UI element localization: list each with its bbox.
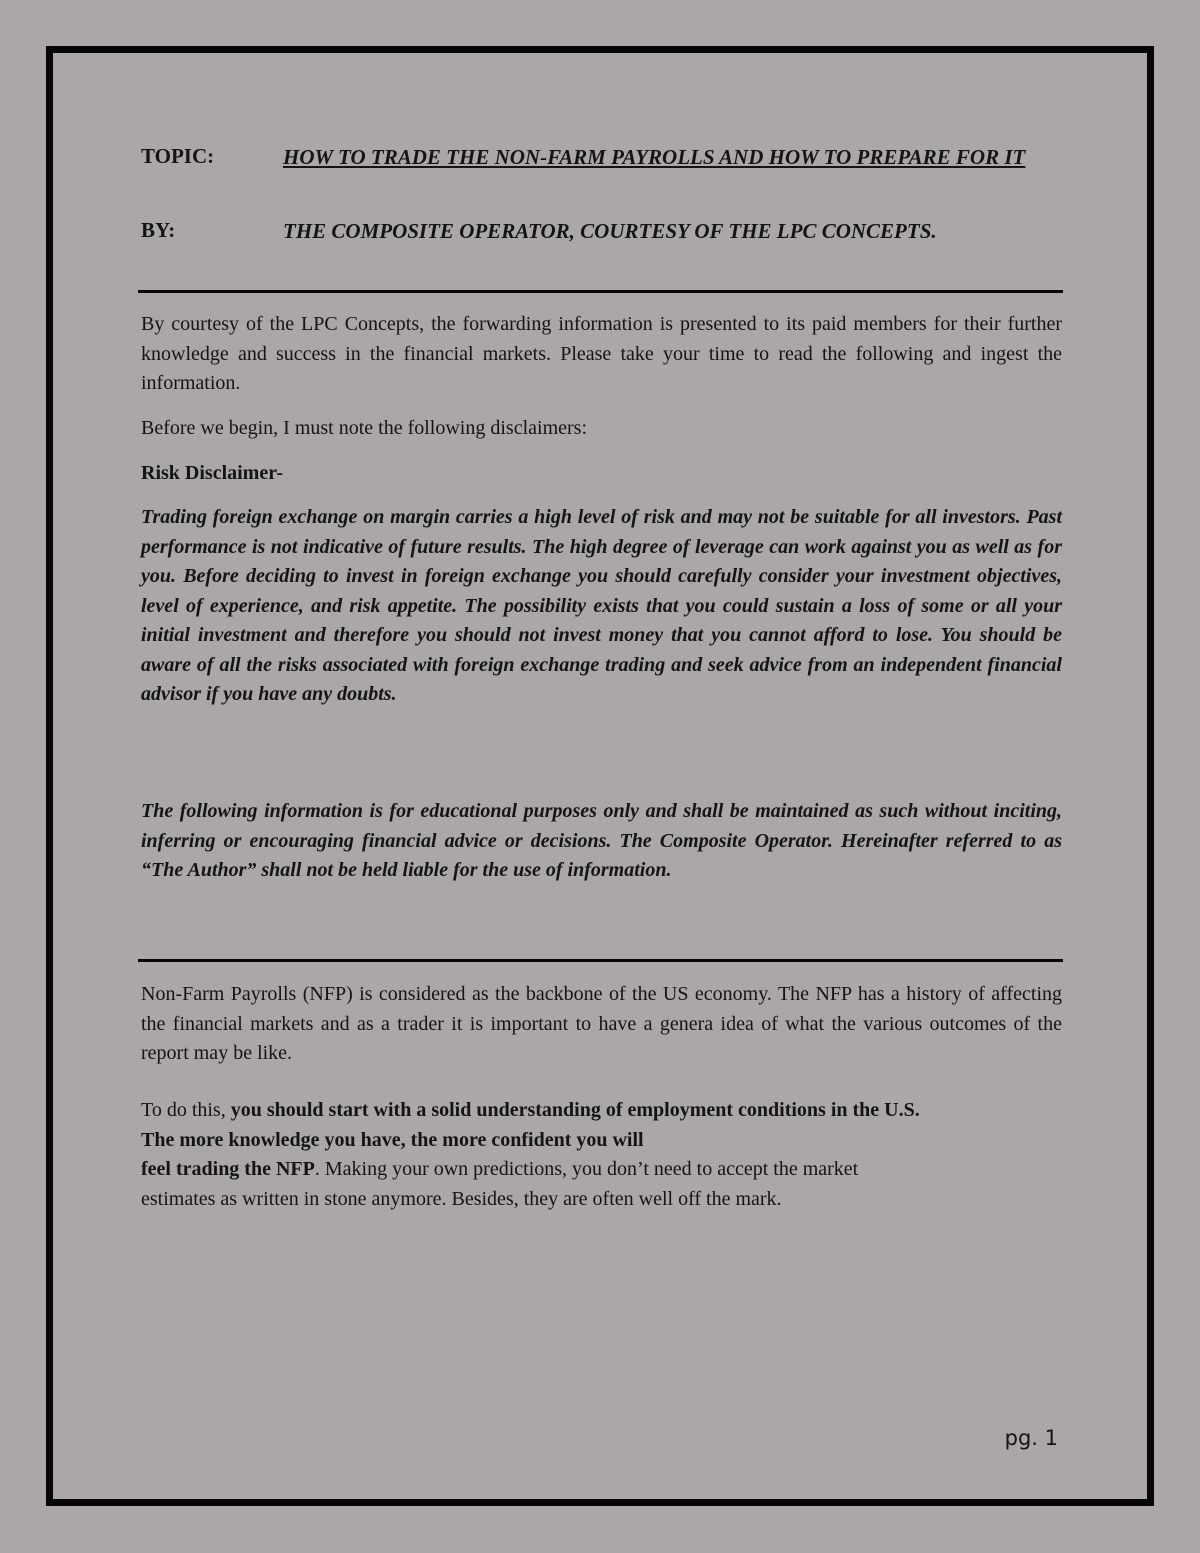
todo-bold-2: The more knowledge you have, the more confident you will [141, 1128, 644, 1151]
risk-disclaimer-heading: Risk Disclaimer- [141, 462, 284, 484]
risk-heading-block [141, 459, 1062, 489]
educational-disclaimer-text: The following information is for educational purposes only and shall be maintained as such without inciting, inferring or encouraging financial advice or decisions. The Composite Operator. Hereinafter referred to as “The Author” shall not be held liable for the use of information. [141, 800, 1062, 881]
disclaimer-lead-block [141, 414, 1062, 444]
nfp-paragraph: Non-Farm Payrolls (NFP) is considered as the backbone of the US economy. The NFP has a history of affecting the financial markets and as a trader it is important to have a genera idea of what the various outcomes of the report may be like. [141, 983, 1062, 1064]
intro-paragraph-block [141, 310, 1062, 399]
intro-paragraph: By courtesy of the LPC Concepts, the forwarding information is presented to its paid members for their further knowledge and success in the financial markets. Please take your time to read the following and ingest the information. [141, 313, 1062, 394]
todo-paragraph-block [141, 1096, 1062, 1214]
educational-text-block [141, 797, 1062, 886]
todo-bold-1: you should start with a solid understanding of employment conditions in the U.S. [230, 1099, 920, 1121]
risk-text-block [141, 503, 1062, 710]
todo-line-3 [141, 1155, 1062, 1185]
todo-lead: To do this, [141, 1099, 231, 1121]
header-divider [138, 290, 1063, 293]
page-number: pg. 1 [1004, 1426, 1058, 1450]
author-label: BY: [141, 218, 176, 242]
todo-rest-1: . Making your own predictions, you don’t need to accept the market [314, 1158, 859, 1180]
disclaimer-lead: Before we begin, I must note the following disclaimers: [141, 417, 588, 439]
todo-bold-3: feel trading the NFP [141, 1158, 315, 1180]
page-border [46, 46, 1154, 1506]
risk-disclaimer-text: Trading foreign exchange on margin carries a high level of risk and may not be suitable for all investors. Past performance is not indicative of future results. The high degree of leverage can work against you as well as for you. Before deciding to invest in foreign exchange you should carefully consider your investment objectives, level of experience, and risk appetite. The possibility exists that you could sustain a loss of some or all your initial investment and therefore you should not invest money that you cannot afford to lose. You should be aware of all the risks associated with foreign exchange trading and seek advice from an independent financial advisor if you have any doubts. [141, 506, 1062, 705]
topic-title: HOW TO TRADE THE NON-FARM PAYROLLS AND HOW TO PREPARE FOR IT [283, 145, 1026, 169]
author-name: THE COMPOSITE OPERATOR, COURTESY OF THE LPC CONCEPTS. [283, 219, 937, 243]
nfp-paragraph-block [141, 980, 1062, 1069]
todo-rest-2: estimates as written in stone anymore. Besides, they are often well off the mark. [141, 1187, 782, 1210]
topic-label: TOPIC: [141, 144, 215, 168]
todo-line-1 [141, 1096, 1062, 1126]
section-divider [138, 959, 1063, 962]
